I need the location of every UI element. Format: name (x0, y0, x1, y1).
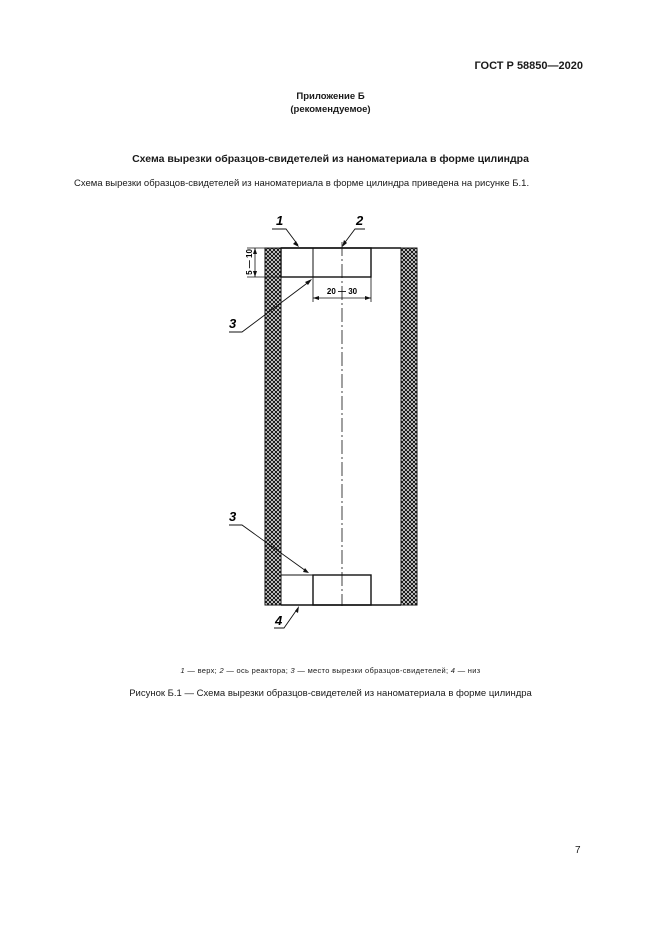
callout-3-bottom: 3 (229, 509, 237, 524)
legend-number-4: 4 (450, 666, 456, 675)
callout-4: 4 (275, 613, 283, 628)
page-number: 7 (575, 845, 581, 856)
standard-number: ГОСТ Р 58850—2020 (474, 60, 583, 72)
intro-paragraph: Схема вырезки образцов-свидетелей из наноматериала в форме цилиндра приведена на рисунке Б.1. (74, 178, 530, 189)
legend-text-3: — место вырезки образцов-свидетелей; (295, 666, 451, 675)
legend-text-4: — низ (455, 666, 481, 675)
appendix-note: (рекомендуемое) (290, 104, 371, 115)
dimension-arrow-right (365, 296, 371, 300)
appendix-title: Приложение Б (296, 91, 365, 102)
cylinder-wall-right (401, 248, 417, 605)
callout-1: 1 (276, 213, 284, 228)
callout-1-leader (272, 229, 298, 245)
legend-number-3: 3 (290, 666, 296, 675)
figure-caption: Рисунок Б.1 — Схема вырезки образцов-свидетелей из наноматериала в форме цилиндра (129, 688, 532, 699)
figure-legend (0, 666, 661, 675)
legend-text-2: — ось реактора; (223, 666, 291, 675)
dimension-height-label: 5 — 10 (245, 249, 254, 275)
legend-number-1: 1 (180, 666, 185, 675)
dimension-arrow-left (313, 296, 319, 300)
callout-1-arrow (293, 241, 299, 247)
callout-3-top: 3 (229, 316, 237, 331)
callout-2: 2 (356, 213, 364, 228)
callout-3-bottom-arrow (303, 568, 309, 573)
legend-text-1: — верх; (185, 666, 220, 675)
dimension-width-label: 20 — 30 (326, 287, 358, 296)
legend-number-2: 2 (219, 666, 224, 675)
section-heading: Схема вырезки образцов-свидетелей из наноматериала в форме цилиндра (132, 153, 529, 165)
top-sample-block (281, 248, 371, 277)
